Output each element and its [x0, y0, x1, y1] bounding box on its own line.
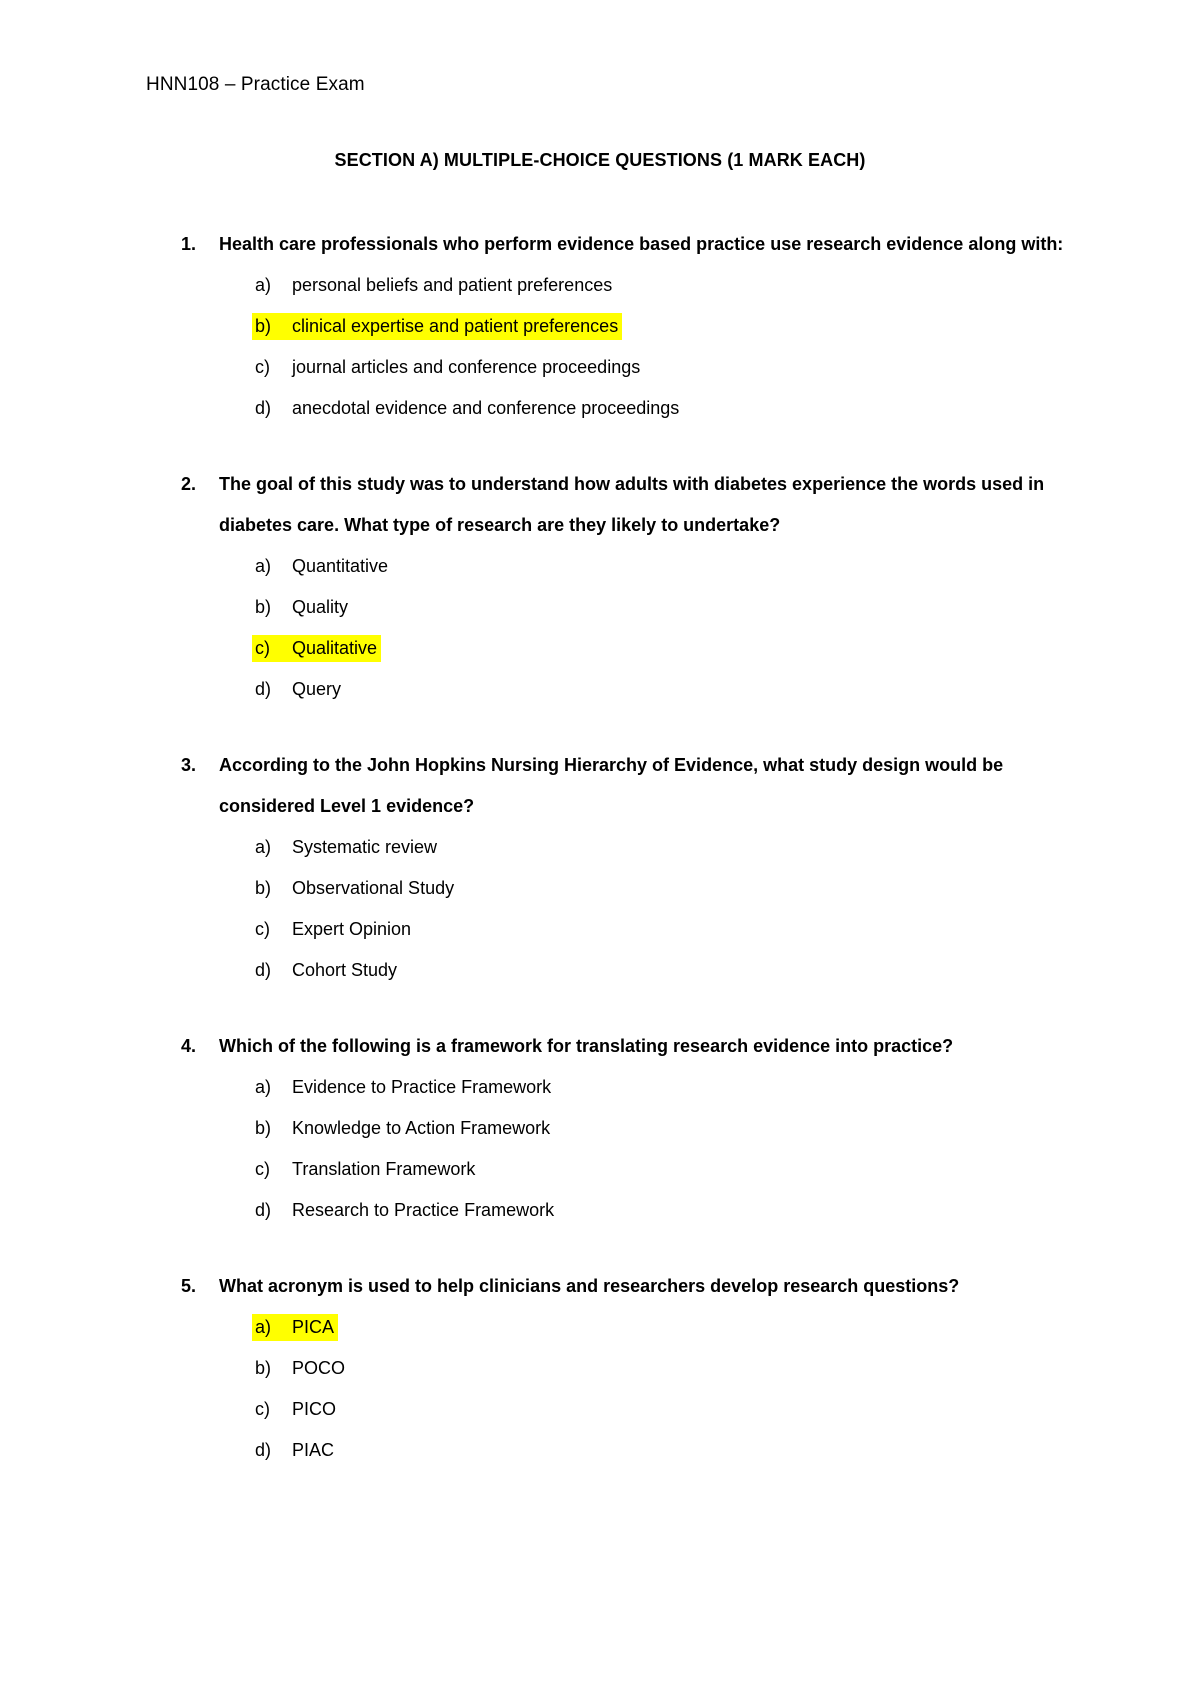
document-header: HNN108 – Practice Exam — [146, 74, 365, 95]
section-title: SECTION A) MULTIPLE-CHOICE QUESTIONS (1 MARK EACH) — [334, 150, 866, 170]
answer-option — [0, 1190, 1200, 1231]
answer-option — [0, 587, 1200, 628]
question-number: 3. — [181, 755, 197, 775]
option-letter: b) — [255, 1118, 272, 1138]
option-list — [0, 265, 1200, 429]
option-text: POCO — [292, 1358, 346, 1378]
option-list — [0, 546, 1200, 710]
option-letter: c) — [255, 1399, 270, 1419]
question-number: 5. — [181, 1276, 197, 1296]
option-letter: d) — [255, 1200, 272, 1220]
answer-option — [0, 1108, 1200, 1149]
question-text: According to the John Hopkins Nursing Hierarchy of Evidence, what study design would be considered Level 1 evidence? — [219, 755, 1004, 816]
option-letter: b) — [255, 316, 272, 336]
option-letter: d) — [255, 1440, 272, 1460]
answer-option — [0, 1389, 1200, 1430]
highlight-marker — [252, 635, 381, 662]
question-4 — [0, 1026, 1200, 1231]
question-number: 1. — [181, 234, 197, 254]
option-text: Quality — [292, 597, 349, 617]
option-text: PICA — [292, 1317, 335, 1337]
question-number: 2. — [181, 474, 197, 494]
option-text: PICO — [292, 1399, 337, 1419]
answer-option — [0, 1430, 1200, 1471]
answer-option — [0, 1149, 1200, 1190]
question-stem — [0, 224, 1099, 265]
question-list — [0, 224, 1200, 1506]
answer-option — [0, 1348, 1200, 1389]
option-text: Translation Framework — [292, 1159, 476, 1179]
option-text: Observational Study — [292, 878, 455, 898]
question-text: What acronym is used to help clinicians and researchers develop research questions? — [219, 1276, 960, 1296]
answer-option — [0, 347, 1200, 388]
question-stem — [0, 464, 1099, 546]
option-letter: c) — [255, 638, 270, 658]
question-text: Which of the following is a framework for translating research evidence into practice? — [219, 1036, 954, 1056]
option-letter: c) — [255, 1159, 270, 1179]
option-text: Knowledge to Action Framework — [292, 1118, 551, 1138]
option-letter: a) — [255, 1317, 272, 1337]
question-stem — [0, 745, 1099, 827]
answer-option — [0, 950, 1200, 991]
option-letter: a) — [255, 1077, 272, 1097]
option-list — [0, 827, 1200, 991]
option-letter: d) — [255, 679, 272, 699]
option-text: Expert Opinion — [292, 919, 412, 939]
option-letter: b) — [255, 597, 272, 617]
answer-option — [0, 909, 1200, 950]
answer-option-highlighted — [0, 628, 1200, 669]
question-text: The goal of this study was to understand how adults with diabetes experience the words used in diabetes care. What type of research are they likely to undertake? — [219, 474, 1045, 535]
question-1 — [0, 224, 1200, 429]
option-letter: d) — [255, 398, 272, 418]
answer-option — [0, 868, 1200, 909]
highlight-marker — [252, 1314, 338, 1341]
option-letter: d) — [255, 960, 272, 980]
option-list — [0, 1307, 1200, 1471]
option-letter: b) — [255, 878, 272, 898]
answer-option-highlighted — [0, 306, 1200, 347]
option-letter: a) — [255, 837, 272, 857]
option-letter: b) — [255, 1358, 272, 1378]
answer-option — [0, 265, 1200, 306]
answer-option — [0, 1067, 1200, 1108]
option-text: anecdotal evidence and conference proceedings — [292, 398, 680, 418]
answer-option — [0, 669, 1200, 710]
option-text: Quantitative — [292, 556, 389, 576]
option-text: journal articles and conference proceedings — [292, 357, 641, 377]
option-letter: c) — [255, 357, 270, 377]
question-3 — [0, 745, 1200, 991]
option-text: Query — [292, 679, 342, 699]
question-stem — [0, 1266, 1099, 1307]
question-stem — [0, 1026, 1099, 1067]
option-text: Systematic review — [292, 837, 438, 857]
option-text: Qualitative — [292, 638, 378, 658]
option-list — [0, 1067, 1200, 1231]
option-text: Evidence to Practice Framework — [292, 1077, 552, 1097]
option-letter: c) — [255, 919, 270, 939]
option-text: clinical expertise and patient preferences — [292, 316, 619, 336]
question-5 — [0, 1266, 1200, 1471]
option-text: Cohort Study — [292, 960, 398, 980]
option-text: personal beliefs and patient preferences — [292, 275, 613, 295]
question-text: Health care professionals who perform evidence based practice use research evidence along with: — [219, 234, 1064, 254]
answer-option — [0, 388, 1200, 429]
answer-option — [0, 546, 1200, 587]
highlight-marker — [252, 313, 622, 340]
question-2 — [0, 464, 1200, 710]
option-text: Research to Practice Framework — [292, 1200, 555, 1220]
question-number: 4. — [181, 1036, 197, 1056]
option-text: PIAC — [292, 1440, 335, 1460]
answer-option-highlighted — [0, 1307, 1200, 1348]
option-letter: a) — [255, 556, 272, 576]
answer-option — [0, 827, 1200, 868]
option-letter: a) — [255, 275, 272, 295]
